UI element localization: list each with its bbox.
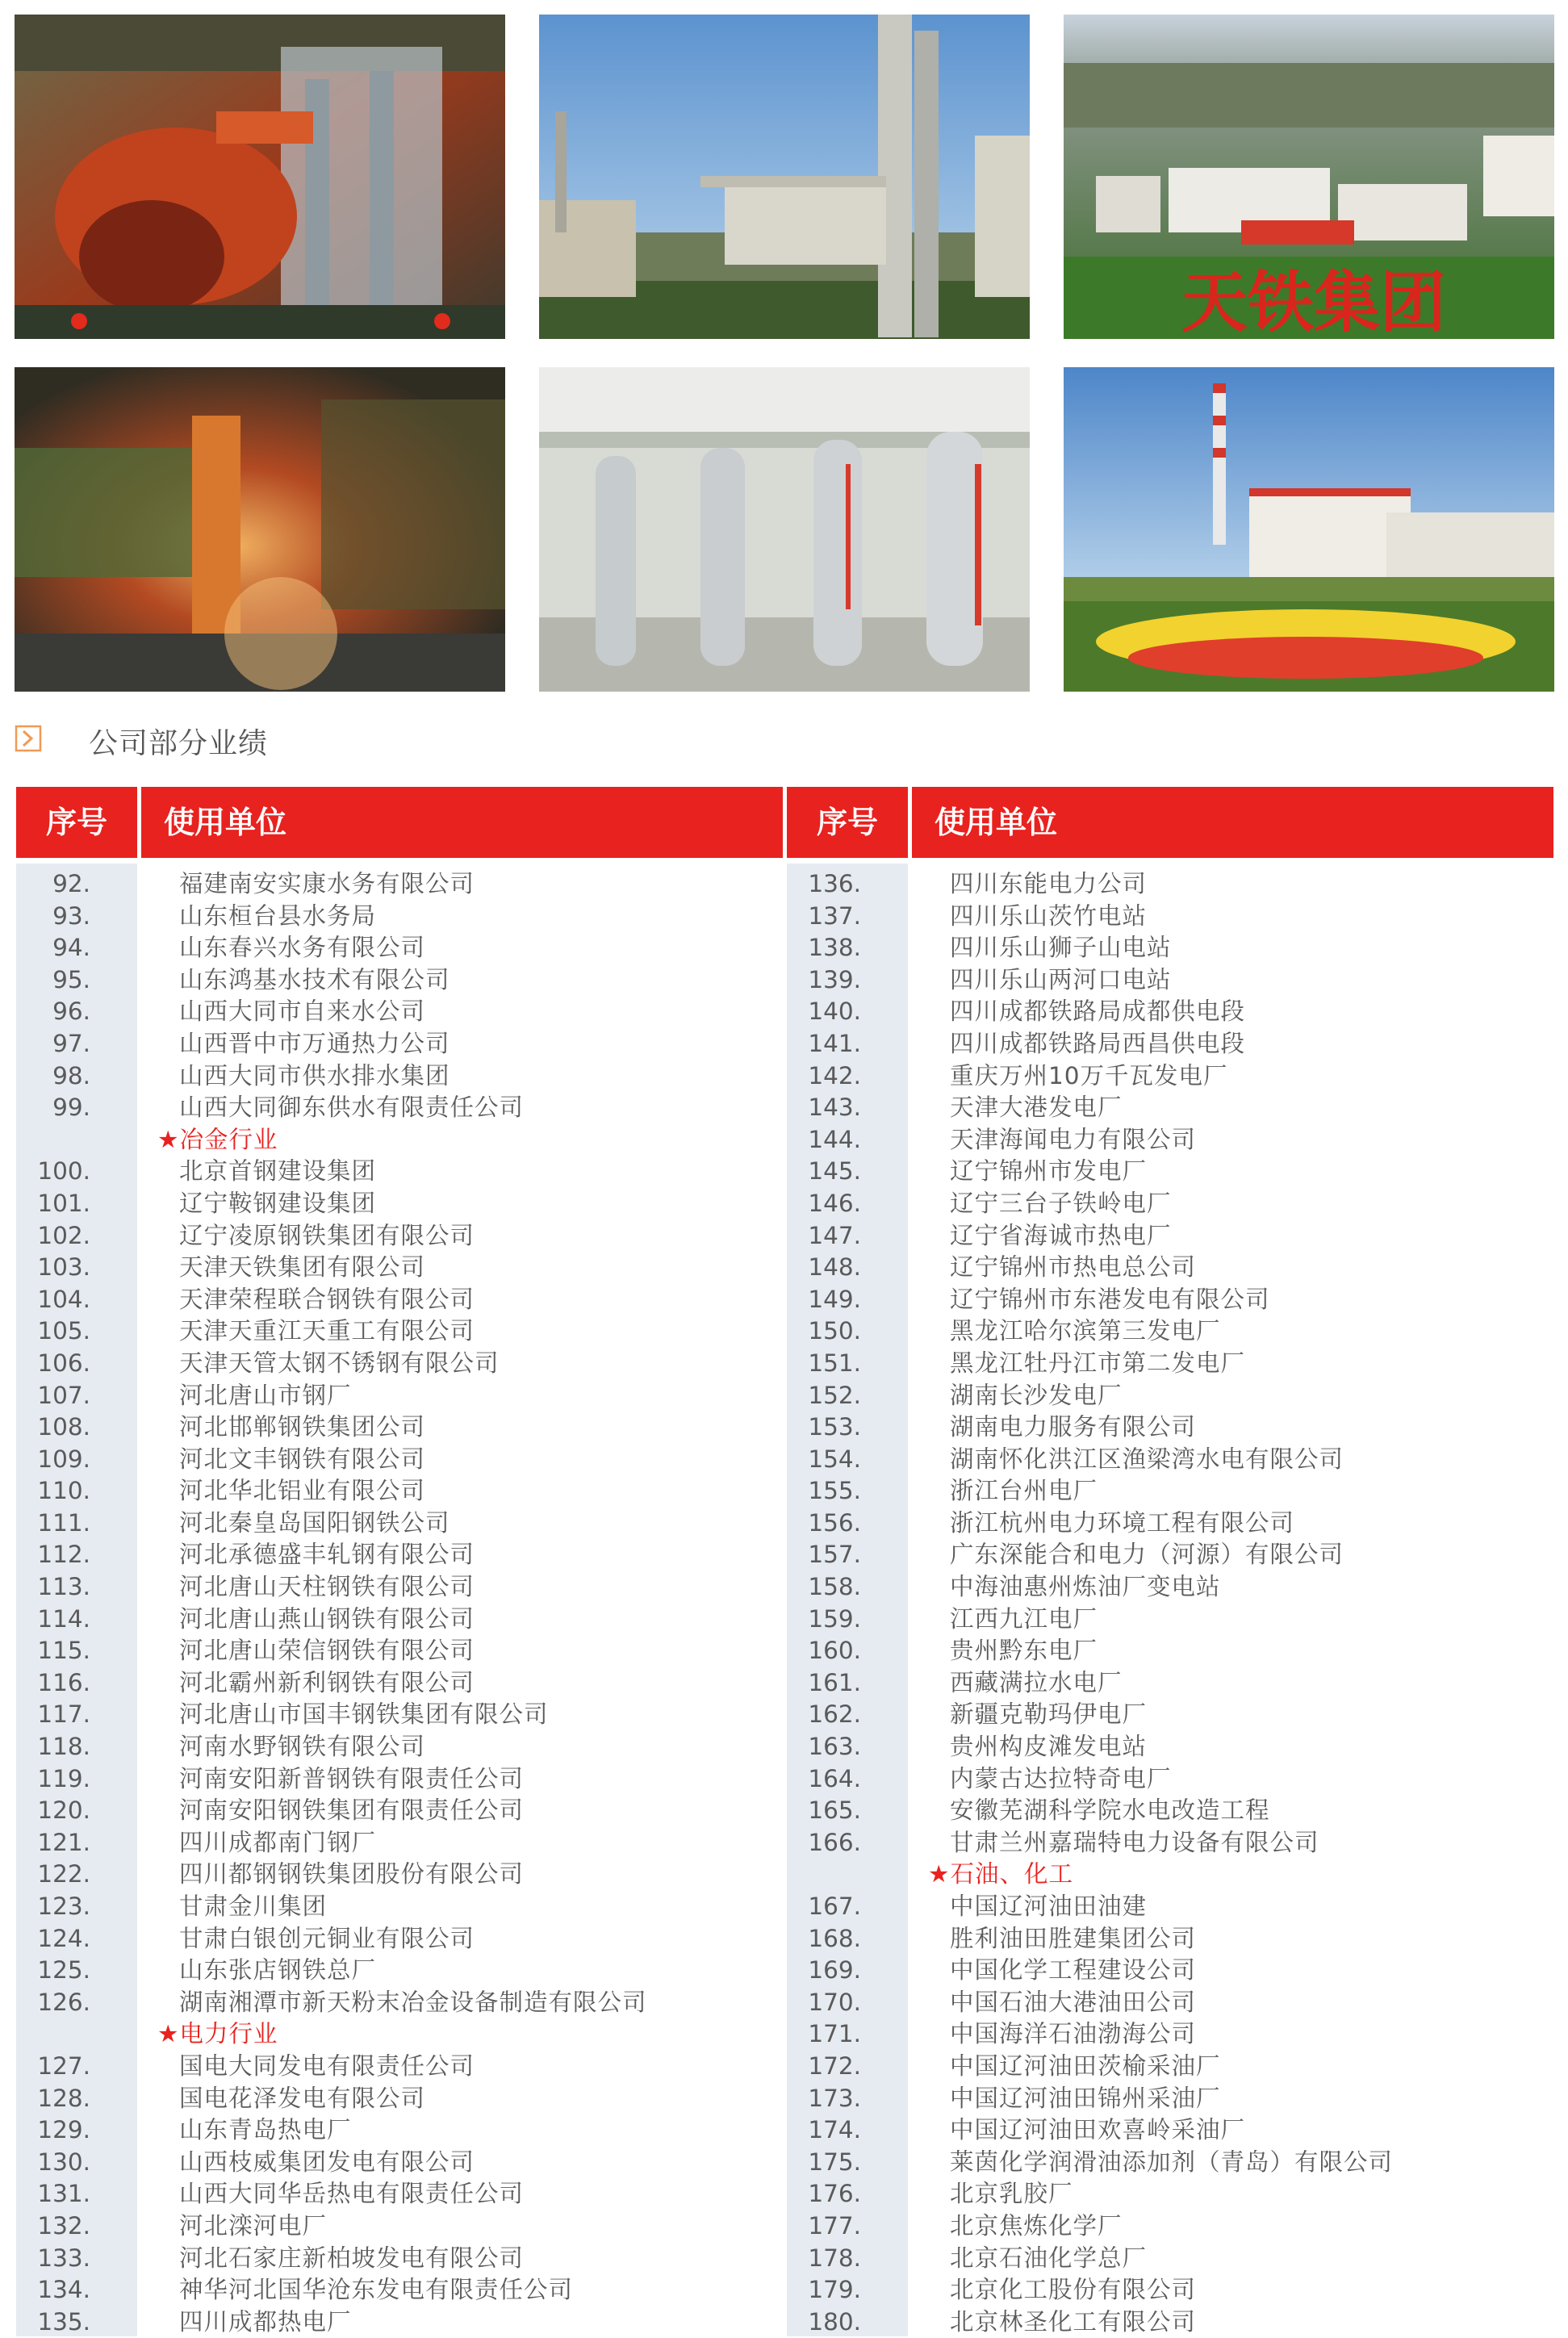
- row-company-name: 山东春兴水务有限公司: [179, 934, 426, 962]
- row-company-name: 四川乐山两河口电站: [950, 965, 1172, 993]
- category-row: [787, 1859, 1553, 1891]
- row-company-name: 天津天管太钢不锈钢有限公司: [179, 1349, 500, 1377]
- row-company-name: 四川成都南门钢厂: [179, 1828, 377, 1856]
- row-number: 173.: [808, 2084, 861, 2112]
- row-company-name: 四川成都铁路局成都供电段: [950, 998, 1246, 1026]
- row-number: 96.: [52, 998, 90, 1026]
- row-number: 94.: [52, 934, 90, 962]
- steel-converter-photo: [15, 15, 505, 339]
- table-row: [16, 1220, 783, 1253]
- table-row: [16, 2051, 783, 2083]
- row-company-name: 四川成都铁路局西昌供电段: [950, 1029, 1246, 1057]
- table-row: [16, 2243, 783, 2275]
- row-number: 171.: [808, 2020, 861, 2048]
- row-company-name: 山西大同市供水排水集团: [179, 1061, 450, 1090]
- table-row: [787, 1188, 1553, 1220]
- row-company-name: 江西九江电厂: [950, 1604, 1098, 1633]
- row-company-name: 甘肃兰州嘉瑞特电力设备有限公司: [950, 1828, 1319, 1856]
- row-number: 143.: [808, 1094, 861, 1122]
- row-number: 154.: [808, 1445, 861, 1473]
- row-number: 118.: [37, 1733, 90, 1761]
- row-number: 151.: [808, 1349, 861, 1377]
- row-company-name: 河北滦河电厂: [179, 2211, 328, 2240]
- row-number: 179.: [808, 2276, 861, 2304]
- row-number: 101.: [37, 1189, 90, 1217]
- table-row: [16, 2274, 783, 2307]
- row-number: 159.: [808, 1604, 861, 1633]
- row-company-name: 山西枝威集团发电有限公司: [179, 2148, 475, 2176]
- row-company-name: 天津天重江天重工有限公司: [179, 1317, 475, 1345]
- table-row: [787, 2018, 1553, 2051]
- table-row: [16, 1188, 783, 1220]
- row-company-name: 山东桓台县水务局: [179, 901, 377, 930]
- row-company-name: 中国辽河油田茨榆采油厂: [950, 2052, 1221, 2080]
- row-number: 114.: [37, 1604, 90, 1633]
- row-company-name: 河北邯郸钢铁集团公司: [179, 1413, 426, 1441]
- right-rows: [787, 868, 1553, 2338]
- row-number: 111.: [37, 1508, 90, 1537]
- row-number: 167.: [808, 1893, 861, 1920]
- row-company-name: 浙江杭州电力环境工程有限公司: [950, 1508, 1295, 1537]
- table-row: [787, 1508, 1553, 1540]
- row-number: 178.: [808, 2244, 861, 2272]
- table-row: [787, 2274, 1553, 2307]
- row-company-name: 辽宁锦州市热电总公司: [950, 1253, 1197, 1282]
- row-company-name: 甘肃白银创元铜业有限公司: [179, 1924, 475, 1952]
- row-company-name: 贵州黔东电厂: [950, 1637, 1098, 1665]
- table-row: [787, 2178, 1553, 2210]
- table-row: [16, 1891, 783, 1923]
- table-row: [787, 1571, 1553, 1604]
- row-number: 115.: [37, 1637, 90, 1665]
- table-row: [16, 1604, 783, 1636]
- row-company-name: 山东青岛热电厂: [179, 2116, 352, 2144]
- row-number: 160.: [808, 1637, 861, 1665]
- row-company-name: 天津海闻电力有限公司: [950, 1125, 1197, 1153]
- row-company-name: 河北秦皇岛国阳钢铁公司: [179, 1508, 450, 1537]
- row-company-name: 北京首钢建设集团: [179, 1157, 377, 1186]
- right-header-name: 使用单位: [912, 787, 1553, 858]
- row-number: 165.: [808, 1796, 861, 1825]
- row-company-name: 辽宁锦州市发电厂: [950, 1157, 1148, 1186]
- row-company-name: 河北唐山燕山钢铁有限公司: [179, 1604, 475, 1633]
- table-row: [787, 1412, 1553, 1444]
- table-row: [787, 1604, 1553, 1636]
- table-row: [16, 1252, 783, 1284]
- category-label: ★石油、化工: [928, 1860, 1073, 1888]
- table-row: [787, 1220, 1553, 1253]
- table-row: [787, 2307, 1553, 2338]
- row-number: 97.: [52, 1029, 90, 1057]
- row-company-name: 广东深能合和电力（河源）有限公司: [950, 1541, 1344, 1569]
- row-number: 164.: [808, 1764, 861, 1792]
- row-company-name: 中国辽河油田油建: [950, 1893, 1148, 1920]
- row-number: 110.: [37, 1477, 90, 1505]
- section-title: 公司部分业绩: [89, 727, 269, 760]
- row-company-name: 河北唐山市钢厂: [179, 1381, 352, 1409]
- row-company-name: 北京焦炼化学厂: [950, 2211, 1123, 2240]
- table-row: [16, 1539, 783, 1571]
- row-number: 141.: [808, 1029, 861, 1057]
- row-company-name: 四川乐山狮子山电站: [950, 934, 1172, 962]
- table-row: [16, 1635, 783, 1667]
- table-row: [787, 932, 1553, 964]
- left-header-no: 序号: [16, 787, 137, 858]
- table-row: [787, 2243, 1553, 2275]
- table-row: [787, 1252, 1553, 1284]
- row-company-name: 中国辽河油田锦州采油厂: [950, 2084, 1221, 2112]
- row-number: 177.: [808, 2211, 861, 2240]
- table-row: [16, 1380, 783, 1412]
- power-plant-flowers-photo: [1064, 367, 1554, 692]
- row-number: 124.: [37, 1924, 90, 1952]
- row-number: 176.: [808, 2180, 861, 2208]
- row-number: 172.: [808, 2052, 861, 2080]
- row-number: 134.: [37, 2276, 90, 2304]
- table-row: [16, 1444, 783, 1476]
- row-number: 153.: [808, 1413, 861, 1441]
- table-row: [787, 2051, 1553, 2083]
- table-row: [16, 1508, 783, 1540]
- row-number: 108.: [37, 1413, 90, 1441]
- table-row: [16, 996, 783, 1028]
- left-table: [16, 787, 783, 2336]
- row-number: 93.: [52, 901, 90, 930]
- row-number: 144.: [808, 1125, 861, 1153]
- row-number: 180.: [808, 2307, 861, 2336]
- row-number: 142.: [808, 1061, 861, 1090]
- row-number: 138.: [808, 934, 861, 962]
- row-number: 103.: [37, 1253, 90, 1282]
- table-row: [16, 1571, 783, 1604]
- row-company-name: 山西晋中市万通热力公司: [179, 1029, 450, 1057]
- table-row: [16, 1731, 783, 1763]
- steel-mill-sparks-photo: [15, 367, 505, 692]
- table-row: [16, 964, 783, 997]
- row-company-name: 国电花泽发电有限公司: [179, 2084, 426, 2112]
- row-number: 140.: [808, 998, 861, 1026]
- table-row: [787, 1092, 1553, 1124]
- row-number: 112.: [37, 1541, 90, 1569]
- row-number: 102.: [37, 1221, 90, 1249]
- table-row: [787, 1891, 1553, 1923]
- row-number: 147.: [808, 1221, 861, 1249]
- row-company-name: 新疆克勒玛伊电厂: [950, 1700, 1148, 1729]
- row-company-name: 天津荣程联合钢铁有限公司: [179, 1285, 475, 1313]
- row-number: 152.: [808, 1381, 861, 1409]
- table-row: [787, 1667, 1553, 1700]
- table-row: [787, 1795, 1553, 1827]
- table-row: [16, 1667, 783, 1700]
- left-header-name: 使用单位: [141, 787, 783, 858]
- row-company-name: 胜利油田胜建集团公司: [950, 1924, 1197, 1952]
- table-row: [787, 1380, 1553, 1412]
- row-number: 129.: [37, 2116, 90, 2144]
- table-row: [787, 2114, 1553, 2147]
- row-company-name: 河北霸州新利钢铁有限公司: [179, 1668, 475, 1696]
- table-row: [16, 1923, 783, 1955]
- tiantie-group-aerial-photo: [1064, 15, 1554, 339]
- row-number: 131.: [37, 2180, 90, 2208]
- row-number: 174.: [808, 2116, 861, 2144]
- row-company-name: 河北唐山市国丰钢铁集团有限公司: [179, 1700, 549, 1729]
- table-row: [787, 1923, 1553, 1955]
- table-row: [787, 1955, 1553, 1987]
- row-number: 170.: [808, 1988, 861, 2016]
- table-row: [787, 1827, 1553, 1859]
- row-company-name: 北京化工股份有限公司: [950, 2276, 1197, 2304]
- table-row: [787, 1156, 1553, 1188]
- row-number: 98.: [52, 1061, 90, 1090]
- table-row: [787, 1635, 1553, 1667]
- table-row: [16, 1955, 783, 1987]
- table-row: [16, 932, 783, 964]
- row-company-name: 重庆万州10万千瓦发电厂: [950, 1061, 1228, 1090]
- table-row: [787, 2147, 1553, 2179]
- row-number: 109.: [37, 1445, 90, 1473]
- row-number: 125.: [37, 1956, 90, 1985]
- row-company-name: 中国海洋石油渤海公司: [950, 2020, 1197, 2048]
- table-row: [787, 964, 1553, 997]
- category-row: [16, 1124, 783, 1156]
- row-number: 105.: [37, 1317, 90, 1345]
- row-company-name: 辽宁三台子铁岭电厂: [950, 1189, 1172, 1217]
- table-row: [16, 1795, 783, 1827]
- row-number: 121.: [37, 1828, 90, 1856]
- row-number: 156.: [808, 1508, 861, 1537]
- row-number: 155.: [808, 1477, 861, 1505]
- table-row: [16, 1060, 783, 1093]
- row-company-name: 湖南湘潭市新天粉末冶金设备制造有限公司: [179, 1988, 647, 2016]
- row-number: 104.: [37, 1285, 90, 1313]
- row-company-name: 山西大同御东供水有限责任公司: [179, 1094, 525, 1122]
- row-company-name: 黑龙江哈尔滨第三发电厂: [950, 1317, 1221, 1345]
- row-company-name: 安徽芜湖科学院水电改造工程: [950, 1796, 1270, 1825]
- row-company-name: 浙江台州电厂: [950, 1477, 1098, 1505]
- table-row: [16, 1348, 783, 1380]
- row-company-name: 中国化学工程建设公司: [950, 1956, 1197, 1985]
- row-company-name: 河北石家庄新柏坡发电有限公司: [179, 2244, 525, 2272]
- table-row: [16, 1412, 783, 1444]
- table-row: [16, 2178, 783, 2210]
- table-row: [16, 901, 783, 933]
- row-number: 117.: [37, 1700, 90, 1729]
- row-number: 169.: [808, 1956, 861, 1985]
- table-row: [16, 1092, 783, 1124]
- row-company-name: 河北唐山荣信钢铁有限公司: [179, 1637, 475, 1665]
- row-number: 149.: [808, 1285, 861, 1313]
- table-row: [787, 1731, 1553, 1763]
- table-row: [16, 1028, 783, 1060]
- row-number: 119.: [37, 1764, 90, 1792]
- row-company-name: 河北承德盛丰轧钢有限公司: [179, 1541, 475, 1569]
- row-company-name: 莱茵化学润滑油添加剂（青岛）有限公司: [950, 2148, 1394, 2176]
- table-row: [16, 868, 783, 901]
- table-row: [16, 1475, 783, 1508]
- row-number: 128.: [37, 2084, 90, 2112]
- row-company-name: 四川乐山茨竹电站: [950, 901, 1148, 930]
- row-company-name: 辽宁鞍钢建设集团: [179, 1189, 377, 1217]
- table-row: [16, 1987, 783, 2019]
- row-number: 158.: [808, 1573, 861, 1601]
- category-label: ★冶金行业: [157, 1125, 278, 1153]
- row-number: 130.: [37, 2148, 90, 2176]
- row-company-name: 湖南电力服务有限公司: [950, 1413, 1197, 1441]
- row-company-name: 辽宁省海诚市热电厂: [950, 1221, 1172, 1249]
- row-number: 107.: [37, 1381, 90, 1409]
- table-row: [16, 2210, 783, 2243]
- table-row: [787, 868, 1553, 901]
- table-row: [787, 1060, 1553, 1093]
- water-treatment-tanks-photo: [539, 367, 1030, 692]
- row-number: 99.: [52, 1094, 90, 1122]
- row-company-name: 河南水野钢铁有限公司: [179, 1733, 426, 1761]
- row-company-name: 中国石油大港油田公司: [950, 1988, 1197, 2016]
- right-table: [787, 787, 1553, 2336]
- right-header-no: 序号: [787, 787, 908, 858]
- left-rows: [16, 868, 783, 2338]
- row-number: 145.: [808, 1157, 861, 1186]
- row-company-name: 辽宁锦州市东港发电有限公司: [950, 1285, 1270, 1313]
- row-number: 137.: [808, 901, 861, 930]
- table-row: [16, 2147, 783, 2179]
- category-label: ★电力行业: [157, 2020, 278, 2048]
- table-row: [787, 1315, 1553, 1348]
- row-number: 157.: [808, 1541, 861, 1569]
- row-company-name: 天津天铁集团有限公司: [179, 1253, 426, 1282]
- row-number: 139.: [808, 965, 861, 993]
- table-row: [787, 1763, 1553, 1796]
- table-row: [787, 996, 1553, 1028]
- table-row: [787, 1475, 1553, 1508]
- row-company-name: 西藏满拉水电厂: [950, 1668, 1123, 1696]
- row-number: 92.: [52, 870, 90, 897]
- row-number: 113.: [37, 1573, 90, 1601]
- table-row: [16, 2307, 783, 2338]
- row-number: 100.: [37, 1157, 90, 1186]
- row-company-name: 河北华北铝业有限公司: [179, 1477, 426, 1505]
- row-number: 136.: [808, 870, 861, 897]
- row-number: 116.: [37, 1668, 90, 1696]
- table-row: [787, 2210, 1553, 2243]
- row-company-name: 河北唐山天柱钢铁有限公司: [179, 1573, 475, 1601]
- table-row: [16, 1315, 783, 1348]
- row-number: 166.: [808, 1828, 861, 1856]
- row-number: 150.: [808, 1317, 861, 1345]
- row-company-name: 河北文丰钢铁有限公司: [179, 1445, 426, 1473]
- row-company-name: 北京乳胶厂: [950, 2180, 1073, 2208]
- table-row: [16, 1859, 783, 1891]
- row-company-name: 辽宁凌原钢铁集团有限公司: [179, 1221, 475, 1249]
- row-number: 133.: [37, 2244, 90, 2272]
- row-number: 127.: [37, 2052, 90, 2080]
- row-company-name: 北京石油化学总厂: [950, 2244, 1148, 2272]
- section-chevron-icon: [15, 725, 42, 752]
- row-number: 163.: [808, 1733, 861, 1761]
- row-company-name: 山西大同市自来水公司: [179, 998, 426, 1026]
- table-row: [787, 2083, 1553, 2115]
- table-row: [787, 1987, 1553, 2019]
- row-number: 126.: [37, 1988, 90, 2016]
- row-number: 123.: [37, 1893, 90, 1920]
- row-company-name: 湖南怀化洪江区渔梁湾水电有限公司: [950, 1445, 1344, 1473]
- table-row: [16, 1827, 783, 1859]
- row-company-name: 甘肃金川集团: [179, 1893, 328, 1920]
- chemical-tower-photo: [539, 15, 1030, 339]
- table-row: [16, 1699, 783, 1731]
- row-number: 122.: [37, 1860, 90, 1888]
- table-row: [787, 1028, 1553, 1060]
- row-number: 132.: [37, 2211, 90, 2240]
- table-row: [787, 1699, 1553, 1731]
- row-number: 168.: [808, 1924, 861, 1952]
- table-row: [16, 1284, 783, 1316]
- table-row: [16, 1763, 783, 1796]
- row-company-name: 中国辽河油田欢喜岭采油厂: [950, 2116, 1246, 2144]
- row-company-name: 湖南长沙发电厂: [950, 1381, 1123, 1409]
- row-company-name: 山西大同华岳热电有限责任公司: [179, 2180, 525, 2208]
- table-row: [787, 1284, 1553, 1316]
- row-number: 135.: [37, 2307, 90, 2336]
- table-row: [16, 1156, 783, 1188]
- row-company-name: 国电大同发电有限责任公司: [179, 2052, 475, 2080]
- table-row: [16, 2114, 783, 2147]
- row-company-name: 神华河北国华沧东发电有限责任公司: [179, 2276, 574, 2304]
- row-number: 120.: [37, 1796, 90, 1825]
- row-company-name: 山东张店钢铁总厂: [179, 1956, 377, 1985]
- row-number: 106.: [37, 1349, 90, 1377]
- category-row: [16, 2018, 783, 2051]
- row-company-name: 四川都钢钢铁集团股份有限公司: [179, 1860, 525, 1888]
- row-number: 95.: [52, 965, 90, 993]
- row-number: 161.: [808, 1668, 861, 1696]
- row-company-name: 山东鸿基水技术有限公司: [179, 965, 450, 993]
- tiantie-group-caption: 天铁集团: [1181, 266, 1447, 339]
- row-company-name: 贵州构皮滩发电站: [950, 1733, 1148, 1761]
- row-company-name: 河南安阳钢铁集团有限责任公司: [179, 1796, 525, 1825]
- row-company-name: 中海油惠州炼油厂变电站: [950, 1573, 1221, 1601]
- row-company-name: 四川成都热电厂: [179, 2307, 352, 2336]
- row-company-name: 北京林圣化工有限公司: [950, 2307, 1197, 2336]
- table-row: [787, 901, 1553, 933]
- row-company-name: 河南安阳新普钢铁有限责任公司: [179, 1764, 525, 1792]
- table-row: [787, 1444, 1553, 1476]
- row-company-name: 四川东能电力公司: [950, 870, 1148, 897]
- row-company-name: 天津大港发电厂: [950, 1094, 1123, 1122]
- row-company-name: 福建南安实康水务有限公司: [179, 870, 475, 897]
- row-company-name: 黑龙江牡丹江市第二发电厂: [950, 1349, 1246, 1377]
- row-number: 175.: [808, 2148, 861, 2176]
- table-row: [787, 1539, 1553, 1571]
- row-number: 148.: [808, 1253, 861, 1282]
- row-number: 162.: [808, 1700, 861, 1729]
- table-row: [787, 1348, 1553, 1380]
- row-number: 146.: [808, 1189, 861, 1217]
- row-company-name: 内蒙古达拉特奇电厂: [950, 1764, 1172, 1792]
- table-row: [16, 2083, 783, 2115]
- table-row: [787, 1124, 1553, 1156]
